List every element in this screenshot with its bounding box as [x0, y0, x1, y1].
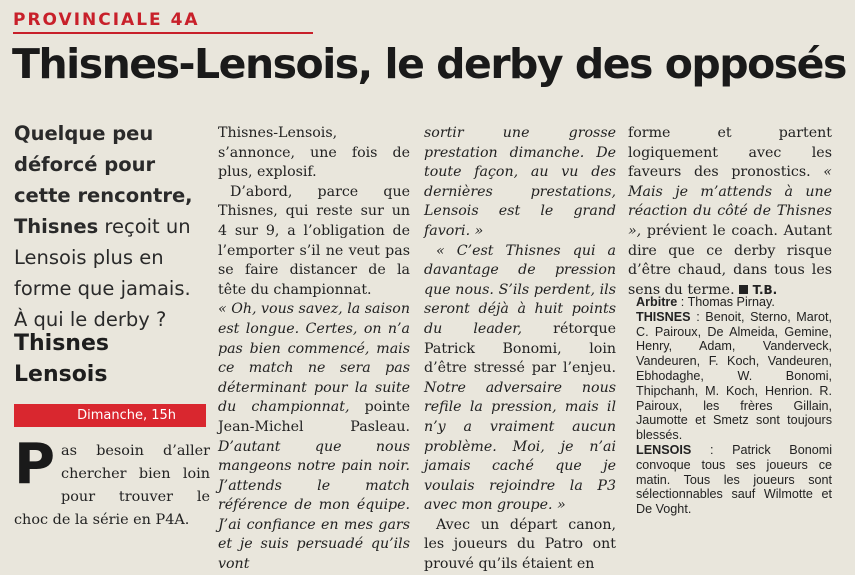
- lensois-lineup: [636, 443, 832, 517]
- lead-part-1: Quelque peu déforcé pour cette rencontre,: [14, 122, 193, 207]
- col2-paragraph-1: Thisnes-Lensois, s’annonce, une fois de plus, explosif.: [218, 125, 410, 181]
- thisnes-label: THISNES: [636, 309, 691, 324]
- col2-quote-1: « Oh, vous savez, la saison est longue. Certes, on n’a pas bien commencé, mais ce match ne sera pas déterminant pour la suite du championnat,: [218, 301, 410, 416]
- referee-label: Arbitre: [636, 295, 678, 309]
- teams-block: [14, 328, 209, 390]
- drop-cap: P: [14, 432, 56, 497]
- col3-paragraph-3: Avec un départ canon, les joueurs du Patro ont prouvé qu’ils étaient en: [424, 516, 616, 573]
- section-kicker: PROVINCIALE 4A: [13, 10, 313, 34]
- lead-team-name: Thisnes: [14, 215, 99, 238]
- intro-text: as besoin d’aller chercher bien loin pour trouver le choc de la série en P4A.: [14, 443, 210, 528]
- col3-paragraph-1: [424, 124, 616, 242]
- author-signature: T.B.: [752, 282, 778, 297]
- col4-text-2: prévient le coach. Autant dire que ce derby risque d’être chaud, dans tous les sens du terme.: [628, 222, 832, 298]
- referee-line: [636, 295, 832, 310]
- lead-paragraph: [14, 118, 209, 335]
- headline: Thisnes-Lensois, le derby des opposés: [12, 40, 846, 88]
- col3-quote-0: sortir une grosse prestation dimanche. De toute façon, au vu des dernières prestations, Lensois est le grand favori. »: [424, 125, 616, 239]
- col4-paragraph-1: [628, 124, 832, 300]
- referee-value: : Thomas Pirnay.: [677, 295, 775, 309]
- match-info-box: [636, 295, 832, 517]
- col4-text-1: forme et partent logiquement avec les faveurs des pronostics.: [628, 125, 832, 181]
- lensois-label: LENSOIS: [636, 442, 692, 457]
- lead-part-3: reçoit un Lensois plus en forme que jamais. À qui le derby ?: [14, 215, 191, 331]
- col3-attribution: rétorque Patrick Bonomi, loin d’être stressé par l’enjeu.: [424, 320, 616, 377]
- column-2: [218, 124, 410, 575]
- col3-quote-1: « C’est Thisnes qui a davantage de pression que nous. S’ils perdent, ils seront déjà à huit points du leader,: [424, 242, 616, 337]
- away-team: Lensois: [14, 362, 108, 387]
- intro-paragraph: [14, 432, 210, 532]
- end-mark: [739, 285, 748, 294]
- col3-quote-2: Notre adversaire nous refile la pression, mais il n’y a vraiment aucun problème. Moi, je n’ai jamais caché que je voulais rejoindre la P3 avec mon groupe. »: [424, 379, 616, 514]
- col2-attribution: pointe Jean-Michel Pasleau.: [218, 399, 410, 435]
- thisnes-lineup: [636, 310, 832, 443]
- lensois-value: : Patrick Bonomi convoque tous ses joueurs ce matin. Tous les joueurs sont sélectionnables sauf Wilmotte et De Voght.: [636, 442, 832, 517]
- col2-paragraph-2: D’abord, parce que Thisnes, qui reste sur un 4 sur 9, a l’obligation de l’emporter s’il ne veut pas se faire distancer de la tête du championnat.: [218, 183, 410, 298]
- thisnes-value: : Benoit, Sterno, Marot, C. Pairoux, De Almeida, Gemine, Henry, Adam, Vanderveck, Vandeuren, F. Koch, Vandeuren, Ebhodaghe, W. Bonomi, Thipchanh, M. Koch, Henrion. R. Pairoux, les frères Gillain, Jaumotte et Smetz sont toujours blessés.: [636, 309, 832, 443]
- col3-paragraph-2: [424, 242, 616, 516]
- col4-quote: « Mais je m’attends à une réaction du côté de Thisnes »,: [628, 164, 832, 239]
- match-date-band: Dimanche, 15h: [14, 404, 206, 427]
- home-team: Thisnes: [14, 331, 109, 356]
- column-4: [628, 124, 832, 300]
- column-3: [424, 124, 616, 575]
- col2-quote-2: D’autant que nous mangeons notre pain noir. J’attends le match référence de mon équipe. J’ai confiance en mes gars et je suis persuadé qu’ils vont: [218, 438, 410, 573]
